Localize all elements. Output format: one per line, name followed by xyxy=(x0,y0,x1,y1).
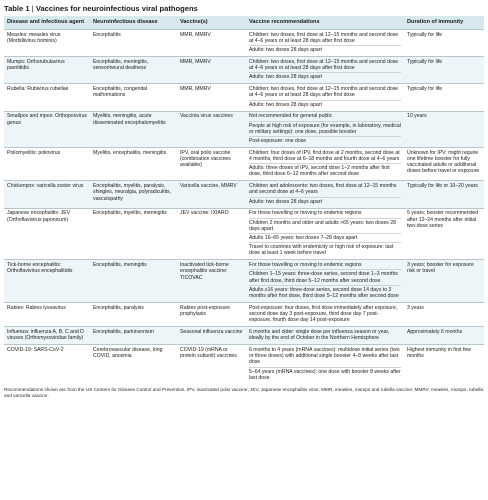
cell-recommendations xyxy=(246,84,404,111)
table-title xyxy=(4,4,484,16)
cell-duration: Typically for life xyxy=(404,84,484,111)
table-row xyxy=(4,208,484,260)
header-disease: Disease and infectious agent xyxy=(4,16,90,30)
table-row xyxy=(4,111,484,147)
cell-vaccines: COVID-19 (mRNA or protein subunit) vaccines xyxy=(177,345,246,384)
cell-disease: Japanese encephalitis: JEV (Orthoflavivirus japonicum) xyxy=(4,208,90,260)
cell-neuro-disease: Encephalitis, myelitis, paralysis, shingles, neuralgia, polyradiculitis, vasculopathy xyxy=(90,181,177,208)
cell-vaccines: Seasonal influenza vaccine xyxy=(177,327,246,345)
recommendation-line: For those travelling or moving to endemic regions xyxy=(249,210,362,217)
table-row xyxy=(4,345,484,384)
header-vaccines: Vaccine(s) xyxy=(177,16,246,30)
recommendation-line: Adults: two doses 28 days apart xyxy=(249,45,401,54)
cell-disease: COVID-19: SARS-CoV-2 xyxy=(4,345,90,384)
cell-disease: Chickenpox: varicella zoster virus xyxy=(4,181,90,208)
cell-disease: Influenza: influenza A, B, C and D viruses (Orthomyxoviridae family) xyxy=(4,327,90,345)
header-recommendations: Vaccine recommendations xyxy=(246,16,404,30)
recommendation-line: People at high risk of exposure (for example, in laboratory, medical or military settings): one dose, possible booster xyxy=(249,122,401,135)
cell-neuro-disease: Cerebrovascular disease, long COVID, anosmia xyxy=(90,345,177,384)
cell-vaccines: IPV, oral polio vaccine (combination vaccines available) xyxy=(177,148,246,181)
recommendation-line: Children 1–15 years: three-dose series, second dose 1–3 months after first dose, third dose 5–12 months after second dose xyxy=(249,269,401,284)
cell-disease: Mumps: Orthorubulavirus parotitidis xyxy=(4,57,90,84)
recommendation-line: Adults 16–65 years: two doses 7–28 days apart xyxy=(249,233,401,242)
recommendation-line: Children and adolescents: two doses, first dose at 12–15 months and second dose at 4–6 years xyxy=(249,183,397,196)
table-row xyxy=(4,327,484,345)
recommendation-line: Children 2 months and older and adults >65 years: two doses 28 days apart xyxy=(249,218,401,233)
cell-disease: Measles: measles virus (Morbillivirus hominis) xyxy=(4,30,90,57)
recommendation-line: Adults: three doses of IPV, second dose 1–2 months after first dose, third dose 6–12 months after second dose xyxy=(249,163,401,178)
cell-neuro-disease: Encephalitis, meningitis, sensorineural deafness xyxy=(90,57,177,84)
recommendation-line: For those travelling or moving to endemic regions xyxy=(249,262,362,269)
cell-disease: Rubella: Rubivirus rubellae xyxy=(4,84,90,111)
table-header-row xyxy=(4,16,484,30)
recommendation-line: Children: four doses of IPV, first dose at 2 months, second dose at 4 months, third dose at 6–18 months and fourth dose at 4–6 years xyxy=(249,149,400,163)
cell-neuro-disease: Encephalitis, myelitis, meningitis xyxy=(90,208,177,260)
cell-recommendations xyxy=(246,30,404,57)
table-label: Table 1 xyxy=(4,4,30,13)
cell-recommendations xyxy=(246,181,404,208)
cell-neuro-disease: Myelitis, meningitis, acute disseminated encephalomyelitis xyxy=(90,111,177,147)
cell-vaccines: Varicella vaccine, MMRV xyxy=(177,181,246,208)
cell-neuro-disease: Myelitis, encephalitis, meningitis xyxy=(90,148,177,181)
cell-vaccines: Rabies post-exposure prophylaxis xyxy=(177,303,246,327)
table-title-text: Vaccines for neuroinfectious viral pathogens xyxy=(35,4,198,13)
cell-neuro-disease: Encephalitis, meningitis xyxy=(90,260,177,303)
table-row xyxy=(4,57,484,84)
cell-neuro-disease: Encephalitis, congenital malformations xyxy=(90,84,177,111)
cell-duration: 10 years xyxy=(404,111,484,147)
cell-duration: Approximately 6 months xyxy=(404,327,484,345)
cell-duration: 3 years; booster for exposure risk or travel xyxy=(404,260,484,303)
cell-disease: Rabies: Rabies lyssavirus xyxy=(4,303,90,327)
cell-disease: Tick-borne encephalitis: Orthoflavivirus encephalitidis xyxy=(4,260,90,303)
title-separator: | xyxy=(29,4,36,13)
recommendation-line: Post-exposure: four doses, first dose immediately after exposure, second dose day 3 post-exposure, third dose day 7 post-exposure, fourth dose day 14 post-exposure xyxy=(249,304,398,324)
recommendation-line: Children: two doses, first dose at 12–15 months and second dose at 4–6 years or at least 28 days after first dose xyxy=(249,59,399,72)
table-row xyxy=(4,148,484,181)
cell-recommendations xyxy=(246,260,404,303)
cell-neuro-disease: Encephalitis xyxy=(90,30,177,57)
cell-vaccines: JEV vaccine: IXIARO xyxy=(177,208,246,260)
cell-recommendations xyxy=(246,148,404,181)
header-neuro-disease: Neuroinfectious disease xyxy=(90,16,177,30)
recommendation-line: Children: two doses, first dose at 12–15 months and second dose at 4–6 years or at least 28 days after first dose xyxy=(249,31,399,44)
table-body xyxy=(4,30,484,384)
table-footnote: Recommendations shown are from the US Centers for Disease Control and Prevention. IPV, inactivated polio vaccine; JEV, Japanese encephalitis virus; MMR, measles, mumps and rubella vaccine; MMRV, measles, mumps, rubella and varicella vaccine. xyxy=(4,386,484,398)
recommendation-line: Travel to countries with endemicity or high risk of exposure: last dose at least 1 week before travel xyxy=(249,242,401,257)
cell-recommendations xyxy=(246,57,404,84)
recommendation-line: Adults: two doses 28 days apart xyxy=(249,72,401,81)
cell-duration: 5 years; booster recommended after 12–24 months after initial two-dose series xyxy=(404,208,484,260)
cell-recommendations xyxy=(246,327,404,345)
recommendation-line: 6 months and older: single dose per influenza season or year, ideally by the end of October in the Northern Hemisphere xyxy=(249,329,390,342)
cell-vaccines: MMR, MMRV xyxy=(177,57,246,84)
cell-vaccines: MMR, MMRV xyxy=(177,30,246,57)
cell-vaccines: Inactivated tick-borne encephalitis vaccine: TICOVAC xyxy=(177,260,246,303)
recommendation-line: Adults: two doses 28 days apart xyxy=(249,100,401,109)
recommendation-line: Not recommended for general public xyxy=(249,113,333,120)
cell-disease: Poliomyelitis: poliovirus xyxy=(4,148,90,181)
cell-neuro-disease: Encephalitis, paralysis xyxy=(90,303,177,327)
table-row xyxy=(4,303,484,327)
cell-duration: Unknown for IPV: might require one lifetime booster for fully vaccinated adults or additional doses before travel or exposure xyxy=(404,148,484,181)
table-row xyxy=(4,260,484,303)
recommendation-line: Adults: two doses 28 days apart xyxy=(249,197,401,206)
table-row xyxy=(4,84,484,111)
cell-vaccines: MMR, MMRV xyxy=(177,84,246,111)
recommendation-line: Adults ≥16 years: three-dose series, second dose 14 days to 3 months after first dose, third dose 5–12 months after second dose xyxy=(249,285,401,300)
table-row xyxy=(4,181,484,208)
cell-vaccines: Vaccinia virus vaccines xyxy=(177,111,246,147)
recommendation-line: 6 months to 4 years (mRNA vaccines): multidose initial series (two or three doses) with additional single booster 4–8 weeks after last dose xyxy=(249,347,400,366)
cell-duration: 3 years xyxy=(404,303,484,327)
cell-disease: Smallpox and mpox: Orthopoxvirus genus xyxy=(4,111,90,147)
table-row xyxy=(4,30,484,57)
header-duration: Duration of immunity xyxy=(404,16,484,30)
cell-duration: Typically for life xyxy=(404,30,484,57)
cell-recommendations xyxy=(246,208,404,260)
cell-duration: Highest immunity in first few months xyxy=(404,345,484,384)
cell-recommendations xyxy=(246,111,404,147)
cell-recommendations xyxy=(246,345,404,384)
recommendation-line: Children: two doses, first dose at 12–15 months and second dose at 4–6 years or at least 28 days after first dose xyxy=(249,86,399,99)
cell-recommendations xyxy=(246,303,404,327)
vaccine-table xyxy=(4,16,484,384)
recommendation-line: Post-exposure: one dose xyxy=(249,136,401,145)
recommendation-line: 5–64 years (mRNA vaccines): one dose with booster 8 weeks after last dose xyxy=(249,368,401,381)
cell-neuro-disease: Encephalitis, parkinsonism xyxy=(90,327,177,345)
cell-duration: Typically for life xyxy=(404,57,484,84)
cell-duration: Typically for life or 10–20 years xyxy=(404,181,484,208)
